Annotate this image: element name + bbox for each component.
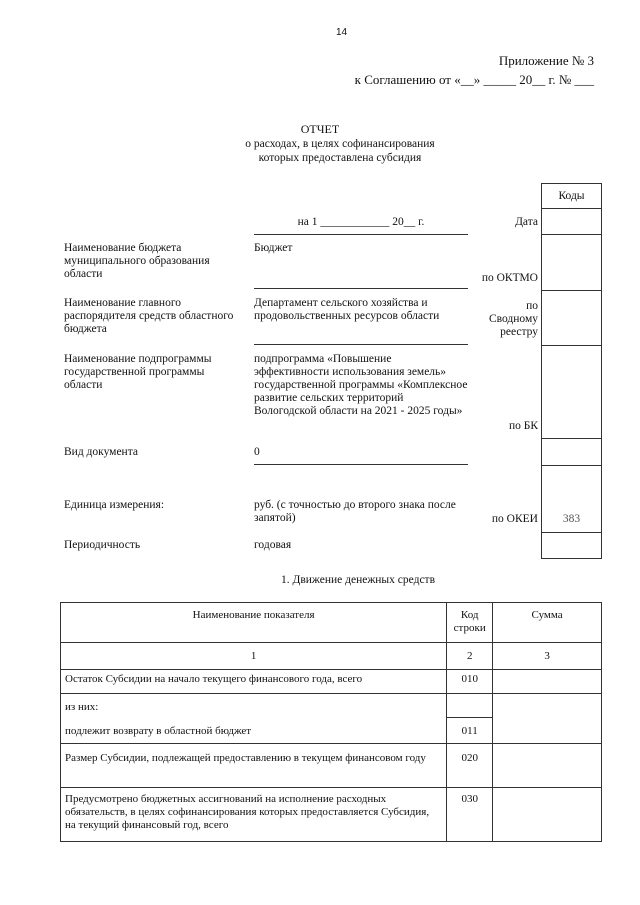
subprogram-value: подпрограмма «Повышение эффективности использования земель» государственной программы «Комплексное развитие сельских территорий Вологодской области на 2021 - 2025 годы» [254,353,468,417]
page-number: 14 [336,27,348,38]
table-number-row [61,643,602,670]
cash-flow-table [60,602,602,842]
row-sum [493,694,602,718]
col-number-2: 2 [447,643,493,670]
appendix-title: Приложение № 3 [498,53,594,68]
row-sum [493,788,602,842]
row-code [447,694,493,718]
document-type-value: 0 [254,446,260,458]
budget-name-label: Наименование бюджета муниципального образования области [64,242,210,280]
row-name: Размер Субсидии, подлежащей предоставлению в текущем финансовом году [61,744,447,788]
row-name: Предусмотрено бюджетных ассигнований на исполнение расходных обязательств, в целях софинансирования которых предоставляется Субсидия, на текущий финансовый год, всего [61,788,447,842]
table-header-row [61,603,602,643]
table-row [61,694,602,718]
appendix-agreement-line: к Соглашению от «__» _____ 20__ г. № ___ [354,72,594,87]
okei-code-value: 383 [562,513,581,525]
header-code: Код строки [447,603,493,643]
oktmo-code-label: по ОКТМО [481,272,538,284]
main-manager-value: Департамент сельского хозяйства и продовольственных ресурсов области [254,297,440,322]
row-code: 010 [447,670,493,694]
budget-name-value: Бюджет [254,242,293,254]
date-code-label: Дата [515,216,538,228]
row-code: 020 [447,744,493,788]
row-code: 030 [447,788,493,842]
row-name: из них: [61,694,447,718]
okei-code-label: по ОКЕИ [491,513,538,525]
report-date-line: на 1 ____________ 20__ г. [297,216,425,228]
section-title: 1. Движение денежных средств [281,574,435,586]
row-sum [493,744,602,788]
main-manager-label: Наименование главного распорядителя средств областного бюджета [64,297,234,335]
row-name: Остаток Субсидии на начало текущего финансового года, всего [61,670,447,694]
document-type-label: Вид документа [64,446,138,458]
row-code: 011 [447,718,493,744]
bk-code-label: по БК [508,420,538,432]
report-title: ОТЧЕТ [300,122,340,136]
report-subtitle-1: о расходах, в целях софинансирования [245,138,435,150]
header-name: Наименование показателя [61,603,447,643]
row-sum [493,670,602,694]
table-row [61,718,602,744]
table-row [61,744,602,788]
report-subtitle-2: которых предоставлена субсидия [258,152,422,164]
register-code-label: по Сводному реестру [488,300,538,338]
row-sum [493,718,602,744]
table-row [61,788,602,842]
periodicity-value: годовая [254,539,292,551]
header-sum: Сумма [493,603,602,643]
unit-value: руб. (с точностью до второго знака после запятой) [254,499,456,524]
subprogram-label: Наименование подпрограммы государственной программы области [64,353,212,391]
row-name: подлежит возврату в областной бюджет [61,718,447,744]
col-number-3: 3 [493,643,602,670]
unit-label: Единица измерения: [64,499,165,511]
periodicity-label: Периодичность [64,539,141,551]
codes-header: Коды [558,190,585,202]
table-row [61,670,602,694]
col-number-1: 1 [61,643,447,670]
